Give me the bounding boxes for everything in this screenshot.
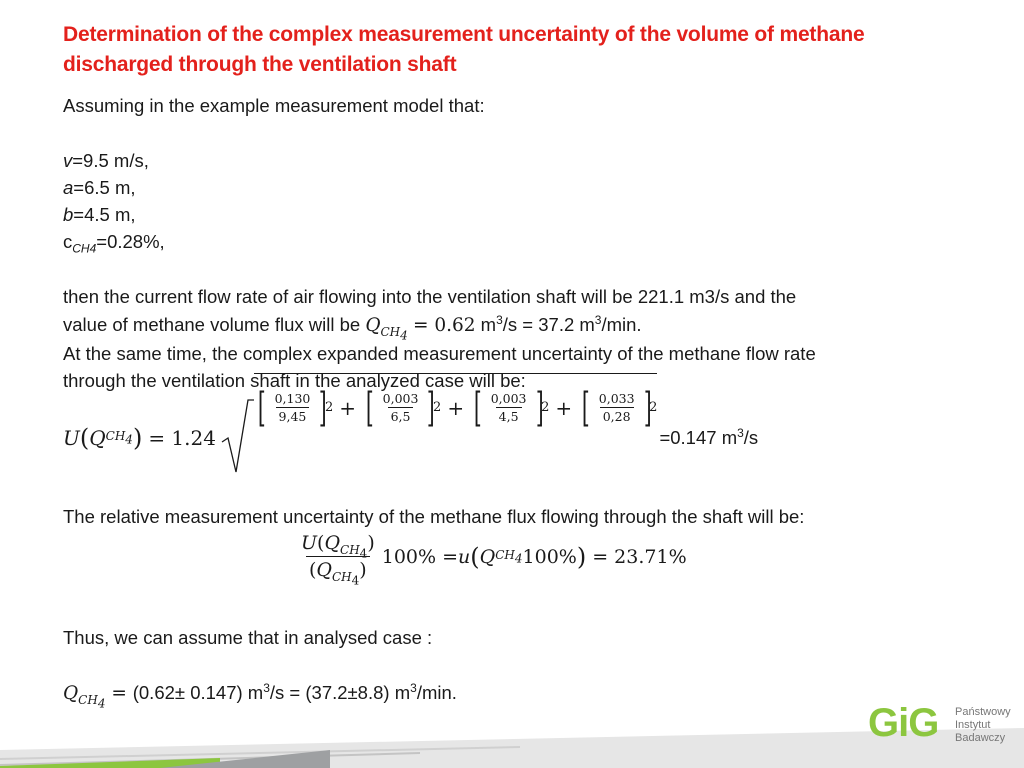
q-subscript: CH [380, 324, 401, 339]
formula1-sub: CH [105, 429, 126, 444]
final-text2: /s = (37.2±8.8) m [269, 682, 411, 703]
plus-3: + [555, 395, 573, 420]
relative-u: u [458, 545, 471, 568]
power-4: 2 [649, 400, 658, 415]
relative-q: Q [479, 545, 496, 568]
q-subsubscript: 4 [400, 328, 408, 343]
gig-logo-icon: GiG [868, 701, 939, 745]
param-b [63, 201, 136, 228]
param-c-subscript: CH4 [72, 241, 97, 256]
relative-factor: 100% = [381, 545, 459, 568]
power-1: 2 [324, 400, 334, 415]
unit-sup-2: 3 [594, 312, 602, 327]
sqrt-sign [220, 398, 254, 478]
final-q: Q [63, 683, 79, 704]
fraction-3: $\frac{0,003}{4,5}$ [490, 391, 527, 424]
logo-line1: Państwowy [955, 706, 1011, 718]
param-v-symbol: v [63, 150, 73, 171]
formula1-subsub: 4 [125, 432, 133, 447]
final-result: $Q_{CH_4} = (0.62\pm 0.147) m^3/s = (37.2\pm 8.8)$ $m^3/\min$. [63, 680, 457, 711]
param-v [63, 147, 149, 174]
param-c [63, 228, 165, 255]
relative-result: = 23.71% [592, 545, 687, 568]
unit-conv: /s = 37.2 m [502, 314, 595, 335]
para1-line2-text: value of methane volume flux will be [63, 314, 366, 335]
final-text3: /min. [416, 682, 457, 703]
param-a-value: =6.5 m, [73, 177, 136, 198]
formula1-Q: Q [89, 426, 106, 450]
para1-line3: At the same time, the complex expanded measurement uncertainty of the methane flow rate [63, 343, 816, 364]
formula1-coef: = 1.24 [148, 426, 216, 450]
fraction-2: $\frac{0,003}{6,5}$ [382, 391, 419, 424]
param-b-value: =4.5 m, [73, 204, 136, 225]
para1-line4: through the ventilation shaft in the analyzed case will be: [63, 370, 526, 391]
para1-line2 [63, 311, 642, 343]
q-equals: = 0.62 [412, 315, 476, 336]
logo-text [955, 706, 1011, 745]
formula-uncertainty: U ( Q $CH_4$ ) = 1.24 [ $\frac{0,130}{9,45}$ ] 2 + [ $\frac{0,003}{6,5}$ ] 2 + [ $\frac{0,003}{4,5}$ ] 2 + [ $\frac{0,033}{0,28}$ ] 2 =0.147 $m^3/s$ [63, 398, 758, 478]
formula-relative: $\frac{U(Q_{CH_4})}{(Q_{CH_4})}$ 100% = u ( Q $CH_4$ 100% ) = 23.71% [296, 530, 687, 583]
intro-text: Assuming in the example measurement model that: [63, 95, 485, 116]
param-b-symbol: b [63, 204, 74, 225]
fraction-4: $\frac{0,033}{0,28}$ [598, 391, 635, 424]
param-a-symbol: a [63, 177, 74, 198]
sqrt-body: [ $\frac{0,130}{9,45}$ ] 2 + [ $\frac{0,003}{6,5}$ ] 2 + [ $\frac{0,003}{4,5}$ ] 2 + [ $\frac{0,033}{0,28}$ ] 2 [254, 373, 657, 428]
para3-text: Thus, we can assume that in analysed case : [63, 627, 433, 648]
param-c-value: =0.28%, [96, 231, 165, 252]
q-symbol: Q [365, 315, 381, 336]
param-v-value: =9.5 m/s, [72, 150, 149, 171]
relative-inner: 100% [522, 545, 577, 568]
logo-line2: Instytut [955, 719, 991, 731]
para1-line1: then the current flow rate of air flowing into the ventilation shaft will be 221.1 m3/s and the [63, 286, 797, 307]
unit-min: /min. [601, 314, 642, 335]
unit-sup: 3 [496, 312, 503, 327]
page-title: Determination of the complex measurement uncertainty of the volume of methane discharged through the ventilation shaft [63, 23, 865, 76]
relative-fraction: $\frac{U(Q_{CH_4})}{(Q_{CH_4})}$ [301, 532, 375, 588]
final-text1: (0.62± 0.147) m [132, 682, 264, 703]
fraction-1: $\frac{0,130}{9,45}$ [274, 391, 311, 424]
param-c-symbol: c [63, 231, 73, 252]
power-2: 2 [433, 400, 442, 415]
logo-line3: Badawczy [955, 732, 1006, 744]
plus-1: + [339, 395, 357, 420]
power-3: 2 [541, 400, 550, 415]
final-eq: = [105, 683, 133, 704]
unit-m: m [475, 314, 497, 335]
formula1-U: U [63, 426, 80, 450]
para2-text: The relative measurement uncertainty of the methane flux flowing through the shaft will be: [63, 506, 805, 527]
plus-2: + [447, 395, 465, 420]
formula1-result: =0.147 $m^3/s$ [659, 425, 759, 448]
param-a [63, 174, 136, 201]
